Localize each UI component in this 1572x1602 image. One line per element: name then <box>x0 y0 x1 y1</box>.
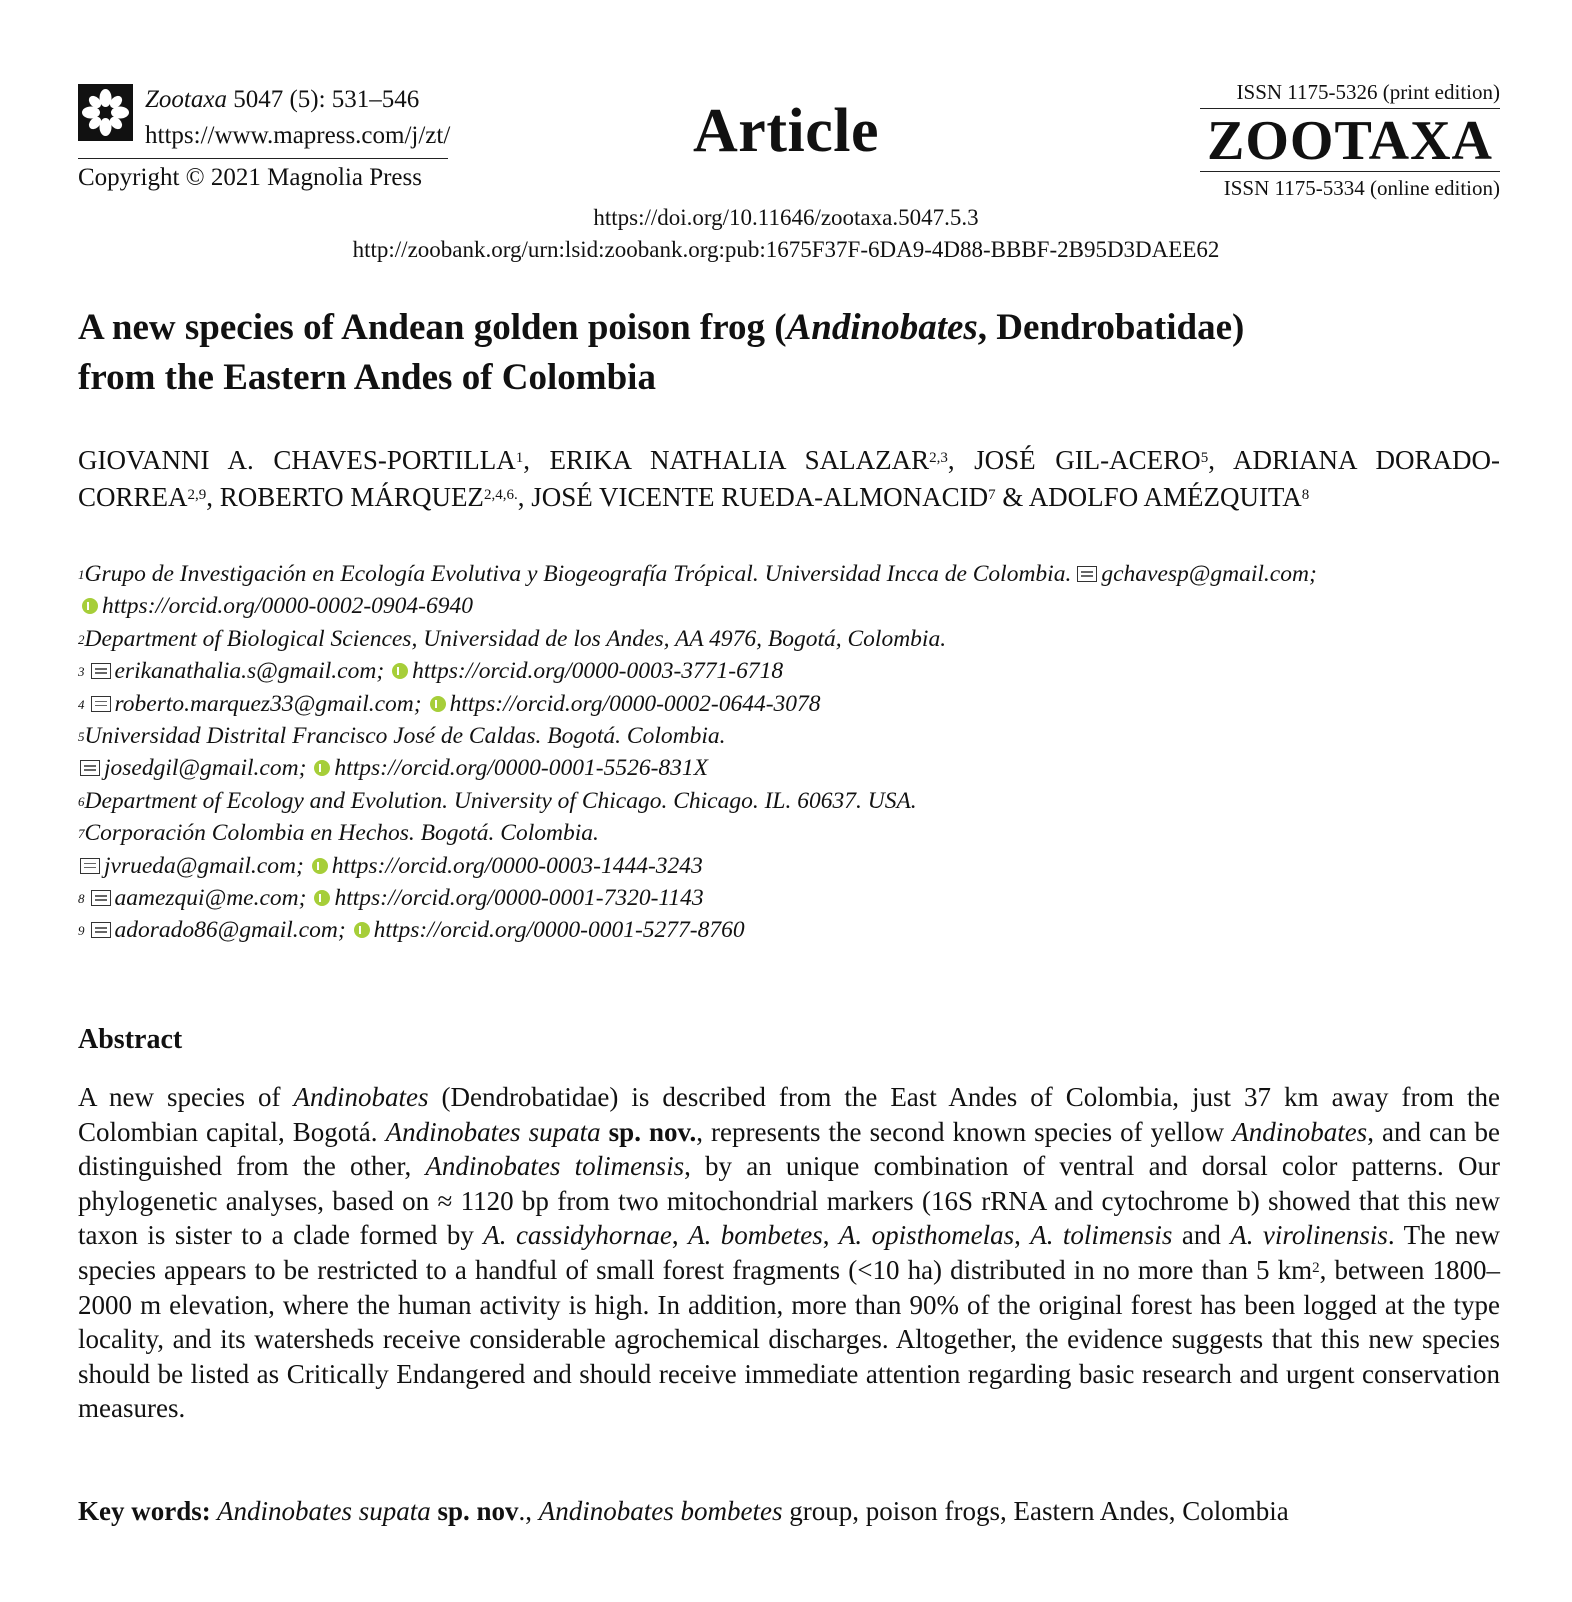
affil-sup: 1 <box>78 567 85 582</box>
keyword-text: group, poison frogs, Eastern Andes, Colombia <box>782 1496 1289 1526</box>
doi-link[interactable]: https://doi.org/10.11646/zootaxa.5047.5.3 <box>593 205 979 230</box>
issn-online: ISSN 1175-5334 (online edition) <box>1223 176 1500 200</box>
email-icon <box>80 760 100 776</box>
abstract-text: (Dendrobatidae) is described from the East Andes of Colombia, just 37 km away from the Colombian capital, Bogotá. <box>78 1082 1501 1147</box>
affil-text: Department of Biological Sciences, Universidad de los Andes, AA 4976, Bogotá, Colombia. <box>84 625 947 652</box>
affil-sup: 5 <box>78 729 85 745</box>
author-sep: , <box>523 445 550 475</box>
abstract-bold: sp. nov. <box>600 1116 697 1147</box>
abstract-taxon: A. bombetes <box>688 1220 823 1251</box>
journal-issue: 5047 (5): 531–546 <box>226 86 420 113</box>
abstract-text: , <box>822 1220 839 1251</box>
orcid-icon <box>392 663 408 679</box>
orcid-icon <box>430 696 446 712</box>
orcid-link[interactable]: https://orcid.org/0000-0002-0904-6940 <box>102 593 473 620</box>
copyright: Copyright © 2021 Magnolia Press <box>78 164 422 191</box>
author: JOSÉ VICENTE RUEDA-ALMONACID <box>531 482 989 512</box>
email-icon <box>91 922 111 938</box>
author-sep: , <box>206 482 220 512</box>
email-link[interactable]: aamezqui@me.com; <box>114 885 307 912</box>
title-line-2: from the Eastern Andes of Colombia <box>78 357 656 398</box>
author-affil-sup: 1 <box>515 450 524 466</box>
affiliation-8 <box>78 882 1508 914</box>
author-affil-sup: 5 <box>1200 450 1209 466</box>
keywords <box>78 1494 1500 1528</box>
abstract-taxon: A. cassidyhornae <box>483 1220 672 1251</box>
zoobank-link[interactable]: http://zoobank.org/urn:lsid:zoobank.org:pub:1675F37F-6DA9-4D88-BBBF-2B95D3DAEE62 <box>352 237 1220 262</box>
affil-sup: 8 <box>78 891 85 907</box>
author-sep: , <box>517 482 532 512</box>
orcid-icon <box>314 760 330 776</box>
author-affil-sup: 8 <box>1301 487 1310 503</box>
abstract-text: , <box>1014 1220 1031 1251</box>
keywords-label: Key words: <box>78 1496 211 1526</box>
author-sep: & <box>995 482 1029 512</box>
keyword-taxon: Andinobates bombetes <box>538 1496 783 1526</box>
affiliation-2 <box>78 623 1508 655</box>
author-list <box>78 442 1500 516</box>
email-link[interactable]: gchavesp@gmail.com; <box>1101 561 1317 587</box>
author-affil-sup: 2,3 <box>929 450 948 466</box>
abstract-text: . The new species appears to be restricted to a handful of small forest fragments (<10 ha) distributed in no more than 5 km <box>78 1220 1500 1285</box>
author: ERIKA NATHALIA SALAZAR <box>549 445 930 475</box>
abstract-sup: 2 <box>1312 1259 1320 1276</box>
author: JOSÉ GIL-ACERO <box>974 445 1201 475</box>
affil-sup: 7 <box>78 826 85 842</box>
email-link[interactable]: adorado86@gmail.com; <box>114 917 346 944</box>
orcid-link[interactable]: https://orcid.org/0000-0001-5526-831X <box>334 755 709 782</box>
email-link[interactable]: josedgil@gmail.com; <box>104 755 307 782</box>
abstract-body <box>78 1080 1500 1426</box>
title-part: , Dendrobatidae) <box>977 307 1245 348</box>
email-link[interactable]: roberto.marquez33@gmail.com; <box>114 690 422 717</box>
affiliation-1 <box>78 558 1508 590</box>
orcid-link[interactable]: https://orcid.org/0000-0001-5277-8760 <box>373 917 745 944</box>
author-sep: , <box>1208 445 1233 475</box>
affil-sup: 2 <box>78 631 85 647</box>
affiliation-7 <box>78 817 1508 849</box>
orcid-link[interactable]: https://orcid.org/0000-0003-1444-3243 <box>331 852 703 879</box>
orcid-icon <box>314 890 330 906</box>
affiliation-5-contact <box>78 752 1508 784</box>
affil-text: Corporación Colombia en Hechos. Bogotá. Colombia. <box>84 820 599 847</box>
affiliations <box>78 558 1508 947</box>
abstract-text: and <box>1172 1220 1231 1251</box>
email-icon <box>80 858 100 874</box>
issn-print: ISSN 1175-5326 (print edition) <box>1200 78 1500 109</box>
orcid-icon <box>354 922 370 938</box>
email-link[interactable]: jvrueda@gmail.com; <box>104 852 304 879</box>
affil-sup: 6 <box>78 793 85 809</box>
abstract-taxon: A. tolimensis <box>1030 1220 1173 1251</box>
journal-brand: ZOOTAXA <box>1200 109 1500 172</box>
affiliation-1-orcid <box>78 590 1508 622</box>
affil-text: Grupo de Investigación en Ecología Evolutiva y Biogeografía Trópical. Universidad Incca de Colombia. <box>84 561 1072 587</box>
email-icon <box>91 696 111 712</box>
affiliation-4 <box>78 688 1508 720</box>
orcid-link[interactable]: https://orcid.org/0000-0003-3771-6718 <box>412 658 784 685</box>
keyword-bold: sp. nov <box>430 1496 519 1526</box>
issn-block <box>1200 78 1500 202</box>
abstract-text: , between 1800–2000 m elevation, where the human activity is high. In addition, more than 90% of the original forest has been logged at the type locality, and its watersheds receive considerable agrochemical discharges. Altogether, the evidence suggests that this new species should be listed as Critically Endangered and should receive immediate attention regarding basic research and urgent conservation measures. <box>78 1254 1501 1424</box>
affil-sup: 9 <box>78 923 85 939</box>
article-type-label: Article <box>693 97 879 165</box>
author-affil-sup: 2,9 <box>187 487 207 503</box>
author: GIOVANNI A. CHAVES-PORTILLA <box>78 445 516 475</box>
affiliation-5 <box>78 720 1508 752</box>
author: ROBERTO MÁRQUEZ <box>219 482 484 512</box>
orcid-icon <box>82 598 98 614</box>
email-icon <box>91 890 111 906</box>
orcid-link[interactable]: https://orcid.org/0000-0001-7320-1143 <box>334 885 704 912</box>
author: ADOLFO AMÉZQUITA <box>1028 482 1302 512</box>
abstract-heading: Abstract <box>78 1024 183 1055</box>
abstract-text: , and can be distinguished from the other, <box>78 1116 1501 1182</box>
author-affil-sup: 2,4,6. <box>483 487 518 503</box>
keyword-text: ., <box>518 1496 539 1526</box>
title-genus: Andinobates <box>786 307 978 348</box>
affil-sup: 3 <box>78 664 85 680</box>
journal-name: Zootaxa <box>145 86 227 113</box>
email-link[interactable]: erikanathalia.s@gmail.com; <box>114 658 385 685</box>
author-sep: , <box>947 445 975 475</box>
affiliation-6 <box>78 785 1508 817</box>
abstract-text: , represents the second known species of yellow <box>696 1116 1233 1147</box>
identifier-links <box>0 202 1572 266</box>
abstract-text: , <box>671 1220 689 1251</box>
affil-text: Department of Ecology and Evolution. University of Chicago. Chicago. IL. 60637. USA. <box>84 787 917 814</box>
orcid-link[interactable]: https://orcid.org/0000-0002-0644-3078 <box>449 690 821 717</box>
affiliation-7-contact <box>78 850 1508 882</box>
abstract-taxon: Andinobates <box>293 1082 429 1112</box>
author: ADRIANA DORADO-CORREA <box>78 445 1501 512</box>
email-icon <box>91 663 111 679</box>
abstract-taxon: Andinobates tolimensis <box>425 1151 685 1182</box>
email-icon <box>1077 566 1097 582</box>
title-part: A new species of Andean golden poison frog ( <box>78 307 787 348</box>
journal-url-link[interactable]: https://www.mapress.com/j/zt/ <box>145 122 451 149</box>
abstract-taxon: Andinobates supata <box>385 1116 601 1147</box>
keyword-taxon: Andinobates supata <box>210 1496 431 1526</box>
abstract-text: A new species of <box>78 1082 294 1112</box>
abstract-taxon: A. opisthomelas <box>838 1220 1015 1251</box>
orcid-icon <box>312 858 328 874</box>
affil-sup: 4 <box>78 696 85 712</box>
paper-title <box>78 303 1498 403</box>
abstract-taxon: A. virolinensis <box>1230 1220 1388 1251</box>
affil-text: Universidad Distrital Francisco José de Caldas. Bogotá. Colombia. <box>84 723 726 750</box>
abstract-text: , by an unique combination of ventral and dorsal color patterns. Our phylogenetic analyses, based on ≈ 1120 bp from two mitochondrial markers (16S rRNA and cytochrome b) showed that this new taxon is sister to a clade formed by <box>78 1151 1500 1251</box>
author-affil-sup: 7 <box>988 487 996 503</box>
affiliation-9 <box>78 914 1508 946</box>
abstract-taxon: Andinobates <box>1232 1116 1368 1147</box>
affiliation-3 <box>78 655 1508 687</box>
